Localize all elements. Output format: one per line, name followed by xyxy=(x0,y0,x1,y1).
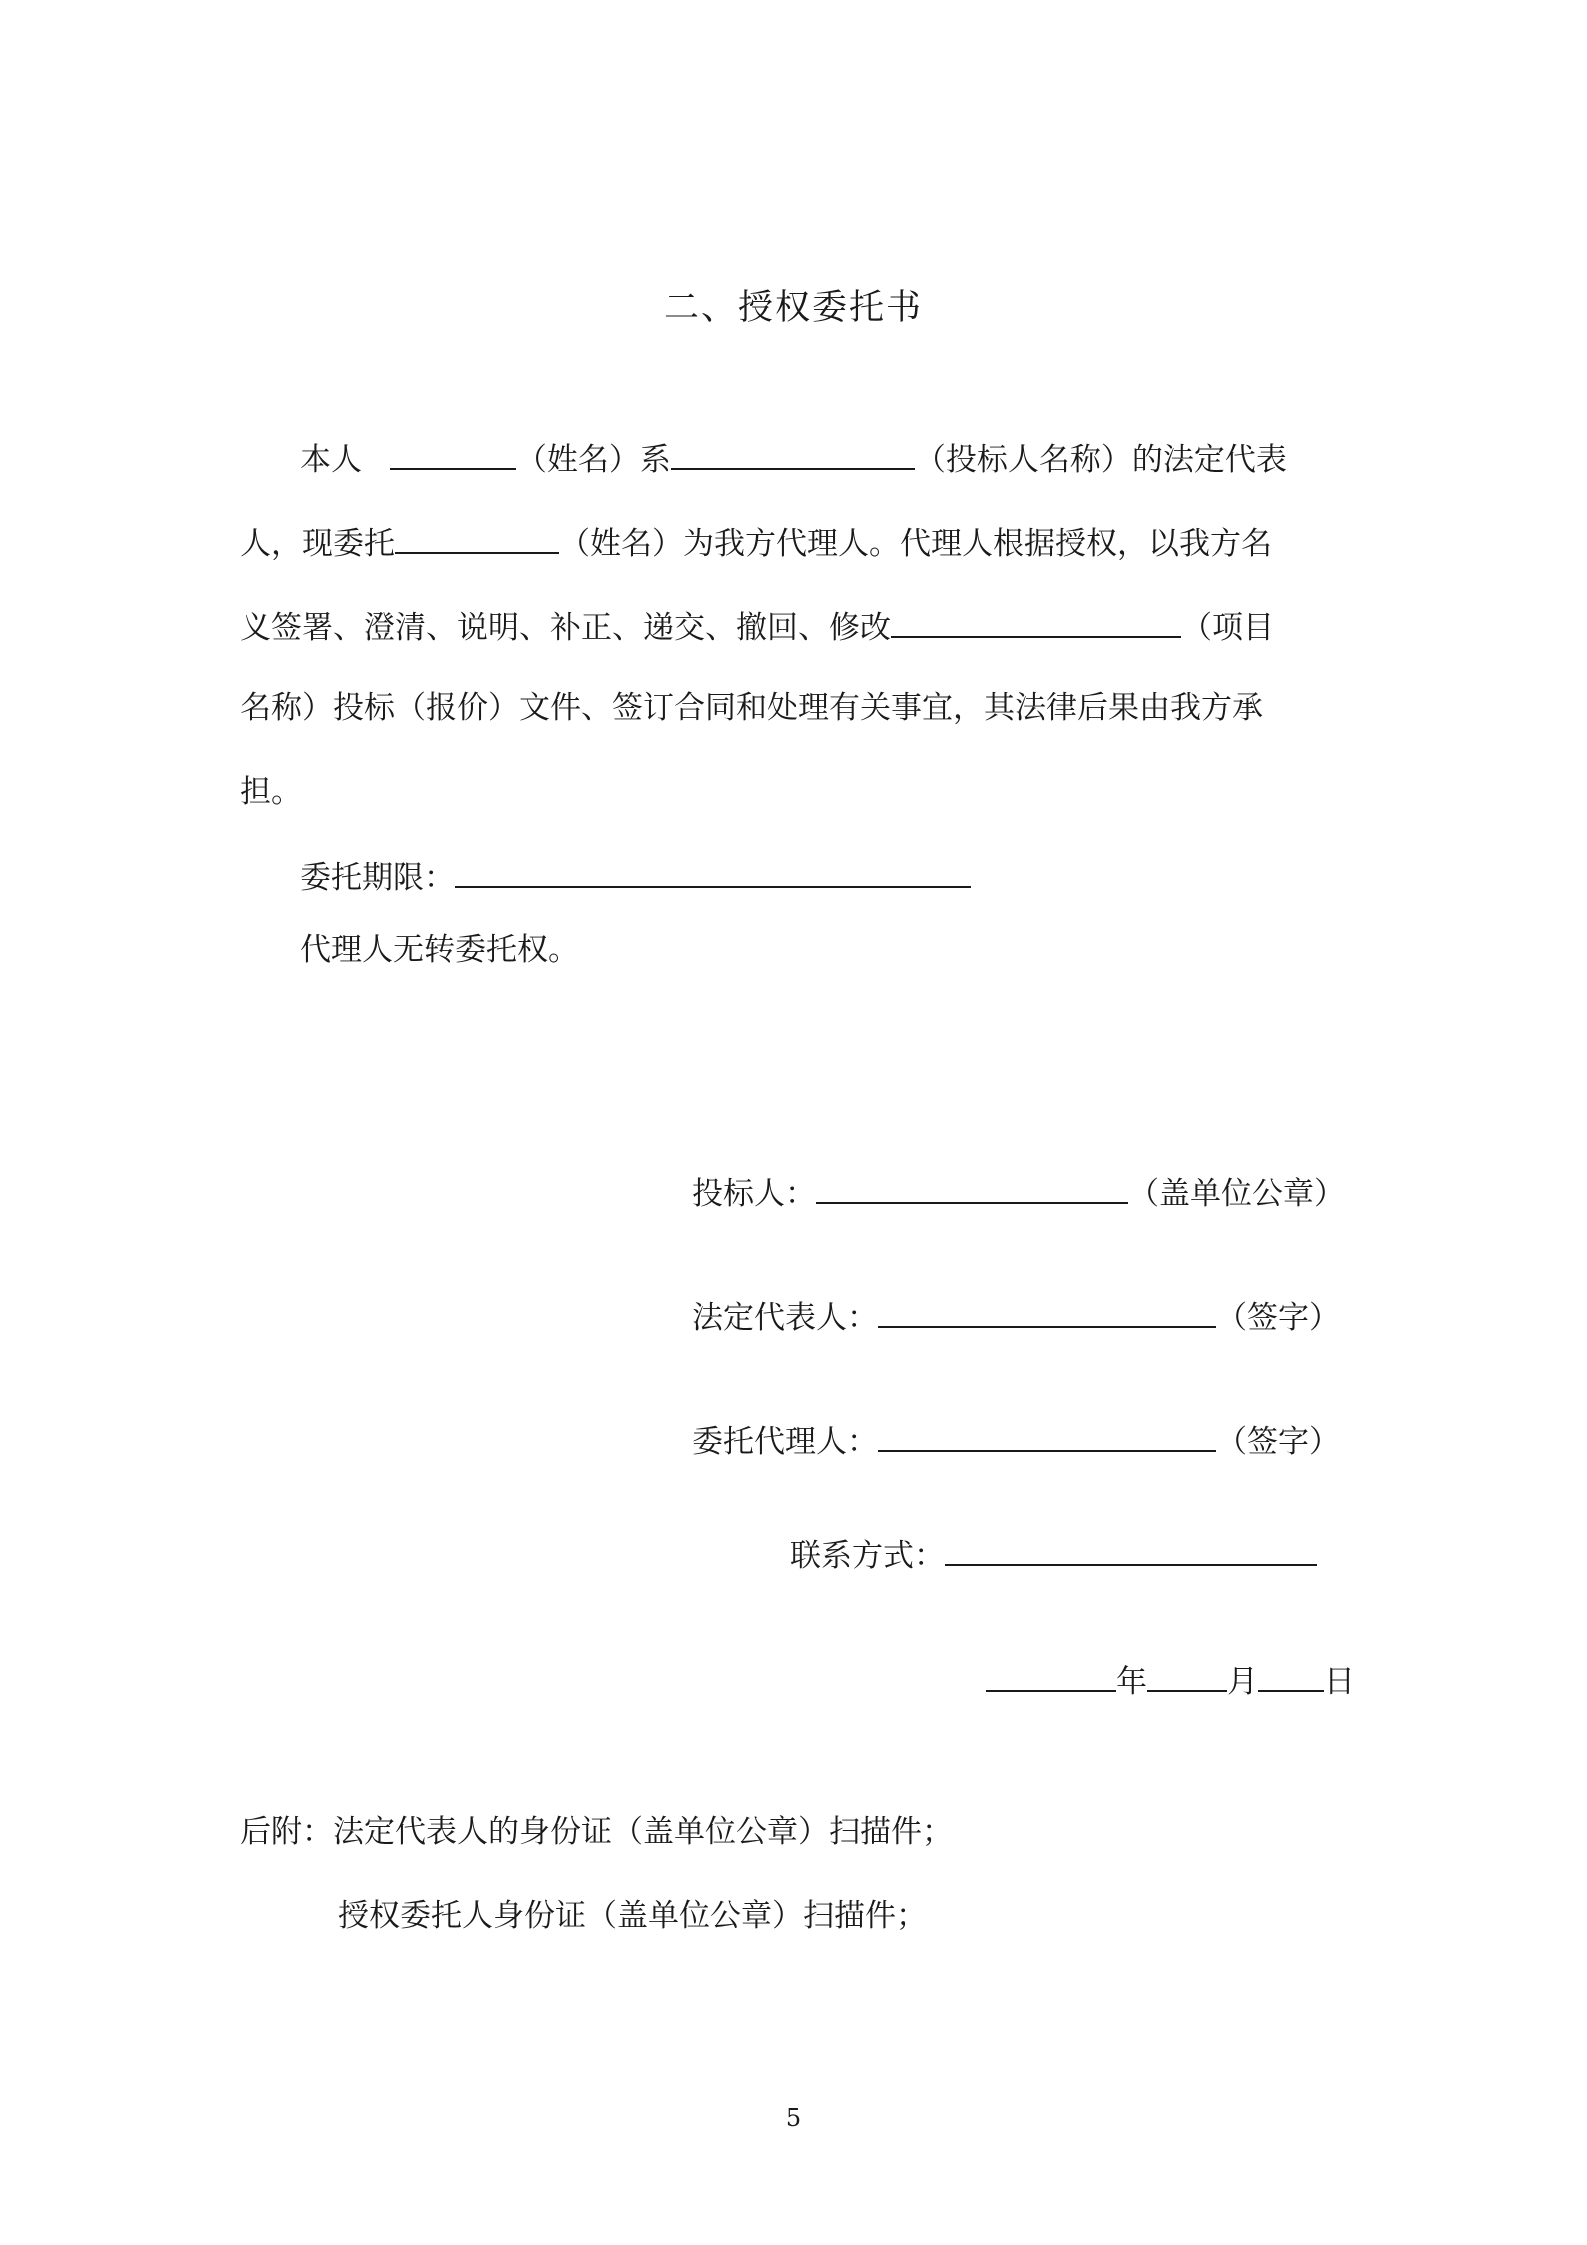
text-segment: （投标人名称）的法定代表 xyxy=(914,442,1287,478)
attachment-line-1: 后附：法定代表人的身份证（盖单位公章）扫描件； xyxy=(240,1814,953,1850)
agent-note: （签字） xyxy=(1216,1424,1340,1460)
legal-rep-blank[interactable] xyxy=(878,1292,1216,1328)
year-label: 年 xyxy=(1116,1664,1147,1700)
text-segment: 人，现委托 xyxy=(240,526,395,562)
principal-name-blank[interactable] xyxy=(390,434,516,470)
bidder-name-blank[interactable] xyxy=(671,434,915,470)
term-label: 委托期限： xyxy=(300,860,455,896)
bidder-blank[interactable] xyxy=(816,1168,1128,1204)
year-blank[interactable] xyxy=(986,1656,1116,1692)
day-label: 日 xyxy=(1324,1664,1355,1700)
bidder-signature-line xyxy=(692,1168,1345,1216)
text-segment: 义签署、澄清、说明、补正、递交、撤回、修改 xyxy=(240,610,891,646)
body-line-2 xyxy=(240,518,1272,566)
day-blank[interactable] xyxy=(1258,1656,1324,1692)
body-line-3 xyxy=(240,602,1274,650)
contact-blank[interactable] xyxy=(945,1530,1317,1566)
project-name-blank[interactable] xyxy=(891,602,1181,638)
month-blank[interactable] xyxy=(1147,1656,1227,1692)
legal-rep-note: （签字） xyxy=(1216,1300,1340,1336)
term-line xyxy=(300,852,971,900)
text-segment: （姓名）系 xyxy=(515,442,671,478)
legal-rep-label: 法定代表人： xyxy=(692,1300,878,1336)
contact-label: 联系方式： xyxy=(790,1538,945,1574)
agent-signature-line xyxy=(692,1416,1340,1464)
agent-name-blank[interactable] xyxy=(395,518,559,554)
text-segment: （姓名）为我方代理人。代理人根据授权，以我方名 xyxy=(559,526,1272,562)
page-number: 5 xyxy=(785,2104,802,2132)
legal-rep-signature-line xyxy=(692,1292,1340,1340)
body-line-5: 担。 xyxy=(240,774,302,810)
bidder-note: （盖单位公章） xyxy=(1128,1176,1345,1212)
body-line-1 xyxy=(300,434,1287,482)
month-label: 月 xyxy=(1227,1664,1258,1700)
attachment-line-2: 授权委托人身份证（盖单位公章）扫描件； xyxy=(338,1898,927,1934)
document-title: 二、授权委托书 xyxy=(663,288,923,328)
text-segment: （项目 xyxy=(1181,610,1274,646)
bidder-label: 投标人： xyxy=(692,1176,816,1212)
agent-blank[interactable] xyxy=(878,1416,1216,1452)
agent-label: 委托代理人： xyxy=(692,1424,878,1460)
body-line-4: 名称）投标（报价）文件、签订合同和处理有关事宜，其法律后果由我方承 xyxy=(240,690,1263,726)
text-segment: 本人 xyxy=(300,442,362,478)
no-transfer-line: 代理人无转委托权。 xyxy=(300,932,579,968)
term-blank[interactable] xyxy=(455,852,971,888)
date-line xyxy=(986,1656,1355,1704)
contact-line xyxy=(790,1530,1317,1578)
